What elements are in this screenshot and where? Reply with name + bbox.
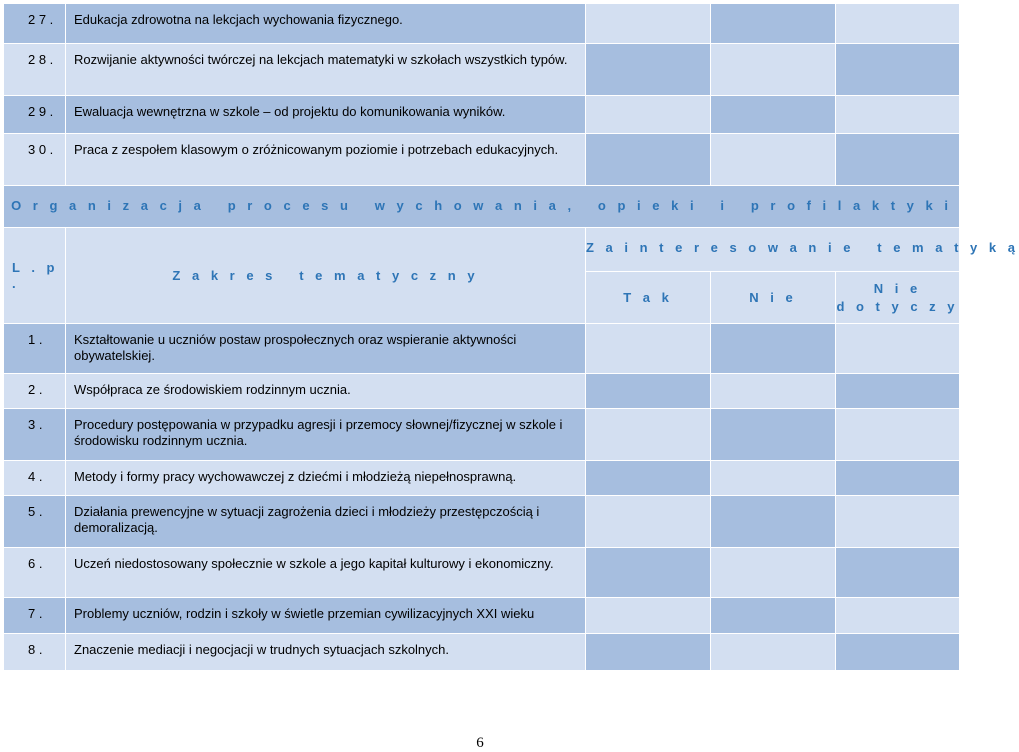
topic-text: Ewaluacja wewnętrzna w szkole – od projektu do komunikowania wyników. [66, 96, 586, 134]
answer-cell-nie[interactable] [711, 461, 836, 496]
answer-cell-nie-dotyczy[interactable] [836, 598, 960, 634]
topic-row [4, 44, 960, 96]
row-number: 7 . [4, 598, 66, 634]
page-number: 6 [476, 735, 484, 751]
header-zakres: Z a k r e s t e m a t y c z n y [66, 228, 586, 324]
topic-row [4, 634, 960, 671]
answer-cell-nie-dotyczy[interactable] [836, 4, 960, 44]
answer-cell-tak[interactable] [586, 461, 711, 496]
answer-cell-tak[interactable] [586, 96, 711, 134]
topic-text: Edukacja zdrowotna na lekcjach wychowania fizycznego. [66, 4, 586, 44]
topic-row [4, 409, 960, 461]
survey-table [3, 3, 1019, 671]
row-number: 3 . [4, 409, 66, 461]
topic-row [4, 461, 960, 496]
answer-cell-tak[interactable] [586, 4, 711, 44]
answer-cell-nie[interactable] [711, 409, 836, 461]
row-number: 2 8 . [4, 44, 66, 96]
answer-cell-nie[interactable] [711, 634, 836, 671]
answer-cell-tak[interactable] [586, 548, 711, 598]
answer-cell-nie-dotyczy[interactable] [836, 409, 960, 461]
header-zainteresowanie: Z a i n t e r e s o w a n i e t e m a t y k ą [586, 228, 960, 272]
topic-text: Uczeń niedostosowany społecznie w szkole a jego kapitał kulturowy i ekonomiczny. [66, 548, 586, 598]
answer-cell-nie-dotyczy[interactable] [836, 374, 960, 409]
answer-cell-tak[interactable] [586, 324, 711, 374]
row-number: 5 . [4, 496, 66, 548]
row-number: 2 9 . [4, 96, 66, 134]
answer-cell-tak[interactable] [586, 44, 711, 96]
answer-cell-tak[interactable] [586, 374, 711, 409]
header-nie-dotyczy-line1: N i e [873, 280, 922, 296]
answer-cell-tak[interactable] [586, 134, 711, 186]
topic-row [4, 548, 960, 598]
header-lp: L . p . [4, 228, 66, 324]
topic-text: Działania prewencyjne w sytuacji zagrożenia dzieci i młodzieży przestępczością i demoralizacją. [66, 496, 586, 548]
answer-cell-nie[interactable] [711, 496, 836, 548]
answer-cell-nie-dotyczy[interactable] [836, 461, 960, 496]
row-number: 4 . [4, 461, 66, 496]
answer-cell-tak[interactable] [586, 409, 711, 461]
answer-cell-tak[interactable] [586, 496, 711, 548]
topic-text: Rozwijanie aktywności twórczej na lekcjach matematyki w szkołach wszystkich typów. [66, 44, 586, 96]
answer-cell-nie-dotyczy[interactable] [836, 324, 960, 374]
header-nie: N i e [711, 272, 836, 324]
answer-cell-nie-dotyczy[interactable] [836, 634, 960, 671]
topic-row [4, 598, 960, 634]
topic-text: Praca z zespołem klasowym o zróżnicowanym poziomie i potrzebach edukacyjnych. [66, 134, 586, 186]
answer-cell-nie-dotyczy[interactable] [836, 548, 960, 598]
topic-row [4, 324, 960, 374]
header-nie-dotyczy [836, 272, 960, 324]
topic-text: Problemy uczniów, rodzin i szkoły w świetle przemian cywilizacyjnych XXI wieku [66, 598, 586, 634]
row-number: 6 . [4, 548, 66, 598]
answer-cell-nie[interactable] [711, 4, 836, 44]
topic-row [4, 96, 960, 134]
row-number: 2 7 . [4, 4, 66, 44]
answer-cell-nie[interactable] [711, 548, 836, 598]
answer-cell-nie[interactable] [711, 134, 836, 186]
answer-cell-tak[interactable] [586, 598, 711, 634]
topic-text: Znaczenie mediacji i negocjacji w trudnych sytuacjach szkolnych. [66, 634, 586, 671]
topic-row [4, 4, 960, 44]
row-number: 1 . [4, 324, 66, 374]
row-number: 8 . [4, 634, 66, 671]
answer-cell-tak[interactable] [586, 634, 711, 671]
answer-cell-nie-dotyczy[interactable] [836, 134, 960, 186]
topic-text: Kształtowanie u uczniów postaw prospołecznych oraz wspieranie aktywności obywatelskiej. [66, 324, 586, 374]
section-heading-row [4, 186, 960, 228]
answer-cell-nie-dotyczy[interactable] [836, 44, 960, 96]
answer-cell-nie[interactable] [711, 96, 836, 134]
answer-cell-nie[interactable] [711, 44, 836, 96]
header-nie-dotyczy-line2: d o t y c z y [836, 298, 959, 314]
topic-row [4, 496, 960, 548]
answer-cell-nie-dotyczy[interactable] [836, 96, 960, 134]
section-title: O r g a n i z a c j a p r o c e s u w y c h o w a n i a , o p i e k i i p r o f i l a k t y k i [4, 186, 960, 228]
topic-text: Współpraca ze środowiskiem rodzinnym ucznia. [66, 374, 586, 409]
answer-cell-nie[interactable] [711, 374, 836, 409]
header-tak: T a k [586, 272, 711, 324]
header-row [4, 228, 960, 272]
answer-cell-nie[interactable] [711, 598, 836, 634]
topic-row [4, 134, 960, 186]
row-number: 3 0 . [4, 134, 66, 186]
topic-text: Metody i formy pracy wychowawczej z dziećmi i młodzieżą niepełnosprawną. [66, 461, 586, 496]
row-number: 2 . [4, 374, 66, 409]
answer-cell-nie-dotyczy[interactable] [836, 496, 960, 548]
answer-cell-nie[interactable] [711, 324, 836, 374]
topic-text: Procedury postępowania w przypadku agresji i przemocy słownej/fizycznej w szkole i środowisku rodzinnym ucznia. [66, 409, 586, 461]
topic-row [4, 374, 960, 409]
